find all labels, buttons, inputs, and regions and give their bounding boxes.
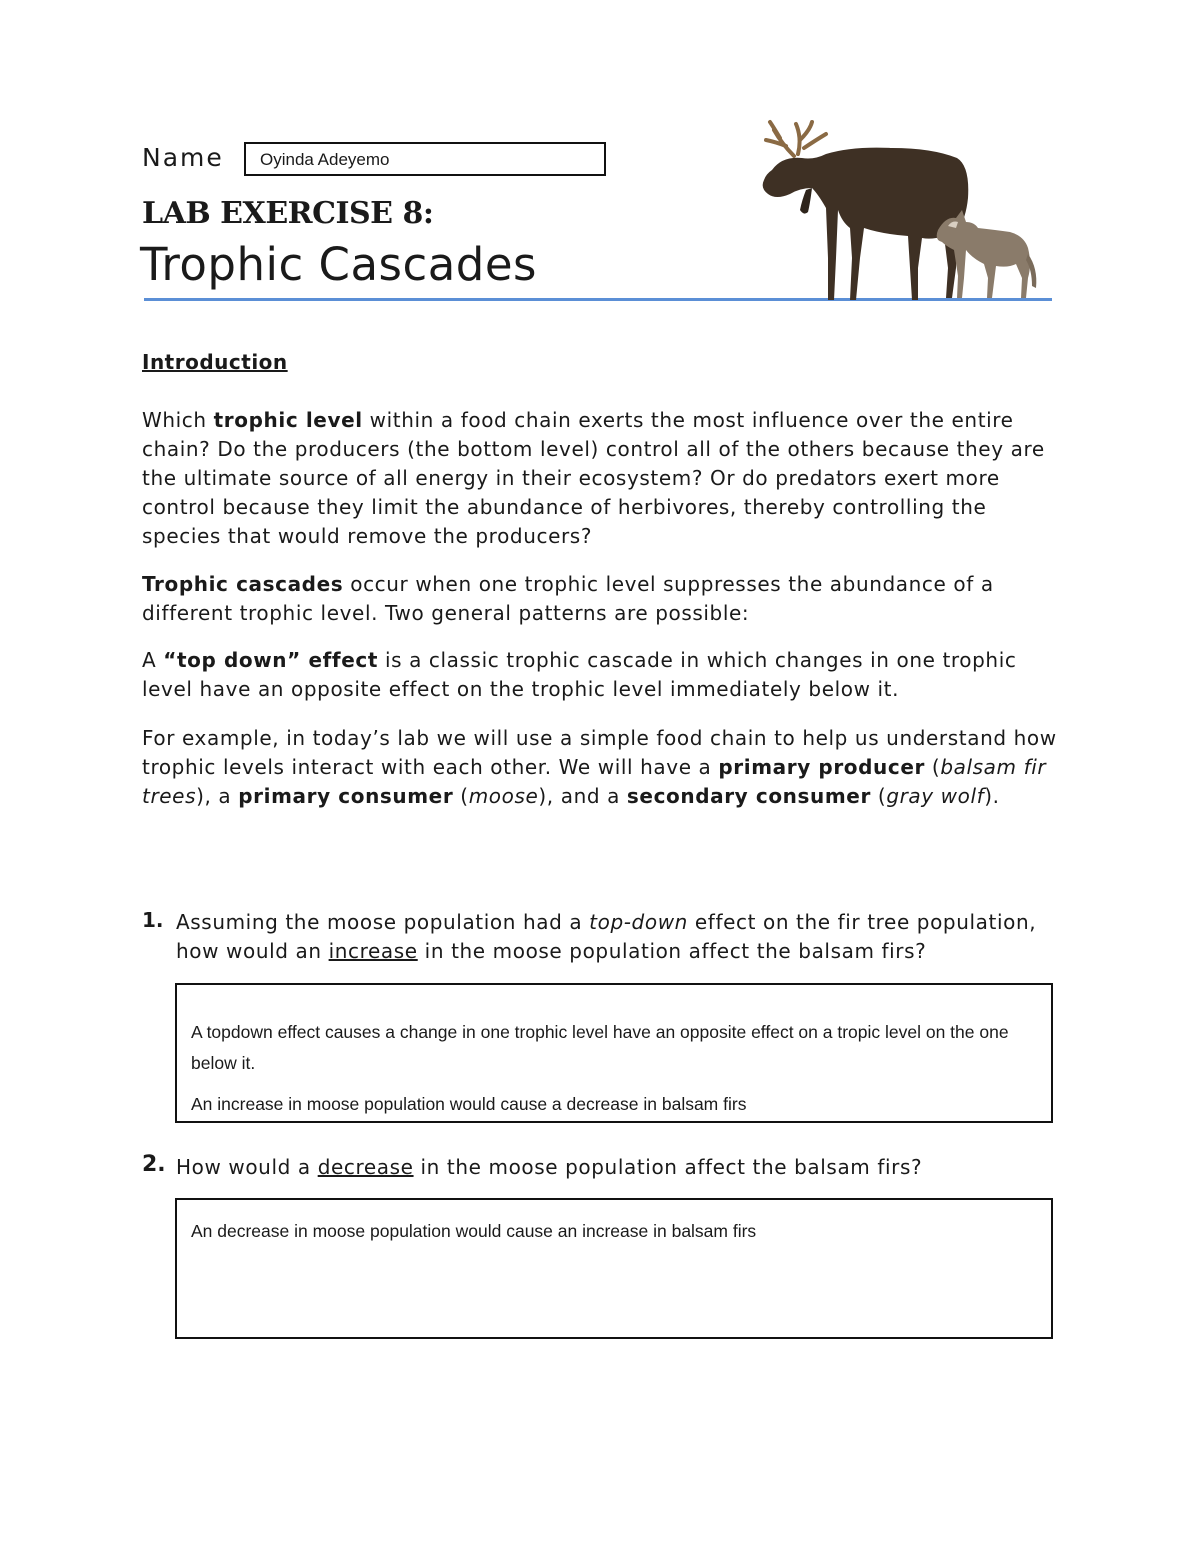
question-2-answer-line-1: An decrease in moose population would cause an increase in balsam firs [191, 1221, 757, 1241]
intro-paragraph-4: For example, in today’s lab we will use a simple food chain to help us understand how trophic levels interact with each other. We will have a primary producer (balsam fir trees), a primary consumer (moose), and a secondary consumer (gray wolf). [142, 726, 1057, 808]
intro-paragraph-2: Trophic cascades occur when one trophic level suppresses the abundance of a different trophic level. Two general patterns are possible: [142, 572, 994, 625]
intro-paragraph-1: Which trophic level within a food chain exerts the most influence over the entire chain? Do the producers (the bottom level) control all of the others because they are the ultimate source of all energy in their ecosystem? Or do predators exert more control because they limit the abundance of herbivores, thereby controlling the species that would remove the producers? [142, 408, 1045, 548]
question-1-answer-line-2: An increase in moose population would cause a decrease in balsam firs [191, 1094, 747, 1114]
question-1-answer-line-1: A topdown effect causes a change in one trophic level have an opposite effect on a tropic level on the one below it. [191, 1022, 1009, 1073]
moose-antlers [766, 122, 826, 156]
question-1-number: 1. [142, 908, 164, 932]
question-1-text: Assuming the moose population had a top-down effect on the fir tree population, how would an increase in the moose population affect the balsam firs? [176, 910, 1037, 963]
lab-exercise-title: LAB EXERCISE 8: [142, 196, 434, 231]
question-2-number: 2. [142, 1152, 166, 1177]
moose [763, 148, 969, 300]
moose-and-wolf-illustration [752, 118, 1042, 306]
intro-paragraph-3: A “top down” effect is a classic trophic cascade in which changes in one trophic level have an opposite effect on the trophic level immediately below it. [142, 648, 1017, 701]
question-1-answer-box[interactable] [175, 983, 1053, 1123]
page-title: Trophic Cascades [140, 238, 538, 291]
name-label: Name [142, 143, 224, 172]
question-2-text: How would a decrease in the moose population affect the balsam firs? [176, 1155, 923, 1179]
question-2-answer-box[interactable] [175, 1198, 1053, 1339]
name-field[interactable]: Oyinda Adeyemo [244, 142, 606, 176]
introduction-heading: Introduction [142, 350, 288, 374]
